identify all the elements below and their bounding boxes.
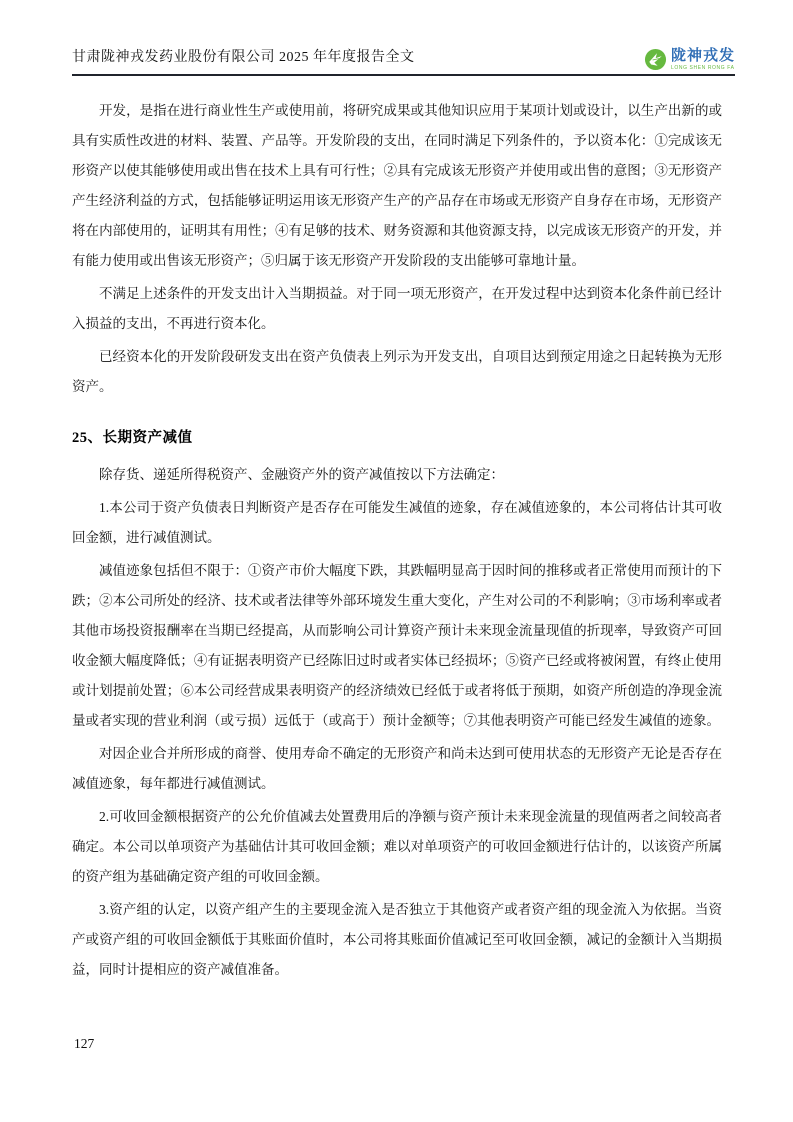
paragraph-impairment-scope: 除存货、递延所得税资产、金融资产外的资产减值按以下方法确定： <box>99 467 504 482</box>
logo-text-en: LONG SHEN RONG FA <box>670 64 735 71</box>
document-body <box>72 86 722 985</box>
logo-text-cn: 陇神戎发 <box>670 47 735 64</box>
paragraph-impairment-signs: 减值迹象包括但不限于：①资产市价大幅度下跌，其跌幅明显高于因时间的推移或者正常使用而预计的下跌；②本公司所处的经济、技术或者法律等外部环境发生重大变化，产生对公司的不利影响；③市场利率或者其他市场投资报酬率在当期已经提高，从而影响公司计算资产预计未来现金流量现值的折现率，导致资产可回收金额大幅度降低；④有证据表明资产已经陈旧过时或者实体已经损坏；⑤资产已经或将被闲置，有终止使用或计划提前处置；⑥本公司经营成果表明资产的经济绩效已经低于或者将低于预期，如资产所创造的净现金流量或者实现的营业利润（或亏损）远低于（或高于）预计金额等；⑦其他表明资产可能已经发生减值的迹象。 <box>72 563 722 728</box>
paragraph-impairment-test-1: 1.本公司于资产负债表日判断资产是否存在可能发生减值的迹象，存在减值迹象的，本公司将估计其可收回金额，进行减值测试。 <box>72 500 722 545</box>
paragraph-development-definition: 开发，是指在进行商业性生产或使用前，将研究成果或其他知识应用于某项计划或设计，以生产出新的或具有实质性改进的材料、装置、产品等。开发阶段的支出，在同时满足下列条件的，予以资本化：①完成该无形资产以使其能够使用或出售在技术上具有可行性；②具有完成该无形资产并使用或出售的意图；③无形资产产生经济利益的方式，包括能够证明运用该无形资产生产的产品存在市场或无形资产自身存在市场，无形资产将在内部使用的，证明其有用性；④有足够的技术、财务资源和其他资源支持，以完成该无形资产的开发，并有能力使用或出售该无形资产；⑤归属于该无形资产开发阶段的支出能够可靠地计量。 <box>72 103 722 268</box>
paragraph-expense-non-capitalized: 不满足上述条件的开发支出计入当期损益。对于同一项无形资产，在开发过程中达到资本化条件前已经计入损益的支出，不再进行资本化。 <box>72 286 722 331</box>
page-number: 127 <box>74 1036 95 1051</box>
paragraph-goodwill-annual-test: 对因企业合并所形成的商誉、使用寿命不确定的无形资产和尚未达到可使用状态的无形资产无论是否存在减值迹象，每年都进行减值测试。 <box>72 746 722 791</box>
section-heading-25: 25、长期资产减值 <box>72 430 193 446</box>
bird-logo-icon <box>644 48 667 71</box>
page-footer <box>74 1036 94 1052</box>
header-rule <box>72 46 735 76</box>
report-header-title: 甘肃陇神戎发药业股份有限公司 2025 年年度报告全文 <box>72 50 415 65</box>
paragraph-recoverable-amount-2: 2.可收回金额根据资产的公允价值减去处置费用后的净额与资产预计未来现金流量的现值两者之间较高者确定。本公司以单项资产为基础估计其可收回金额；难以对单项资产的可收回金额进行估计的，以该资产所属的资产组为基础确定资产组的可收回金额。 <box>72 809 722 884</box>
paragraph-capitalized-rd: 已经资本化的开发阶段研发支出在资产负债表上列示为开发支出，自项目达到预定用途之日起转换为无形资产。 <box>72 349 722 394</box>
page-header <box>0 0 793 76</box>
company-logo <box>644 48 735 71</box>
paragraph-asset-group-3: 3.资产组的认定，以资产组产生的主要现金流入是否独立于其他资产或者资产组的现金流入为依据。当资产或资产组的可收回金额低于其账面价值时，本公司将其账面价值减记至可收回金额，减记的金额计入当期损益，同时计提相应的资产减值准备。 <box>72 902 722 977</box>
logo-text-block <box>671 49 735 71</box>
